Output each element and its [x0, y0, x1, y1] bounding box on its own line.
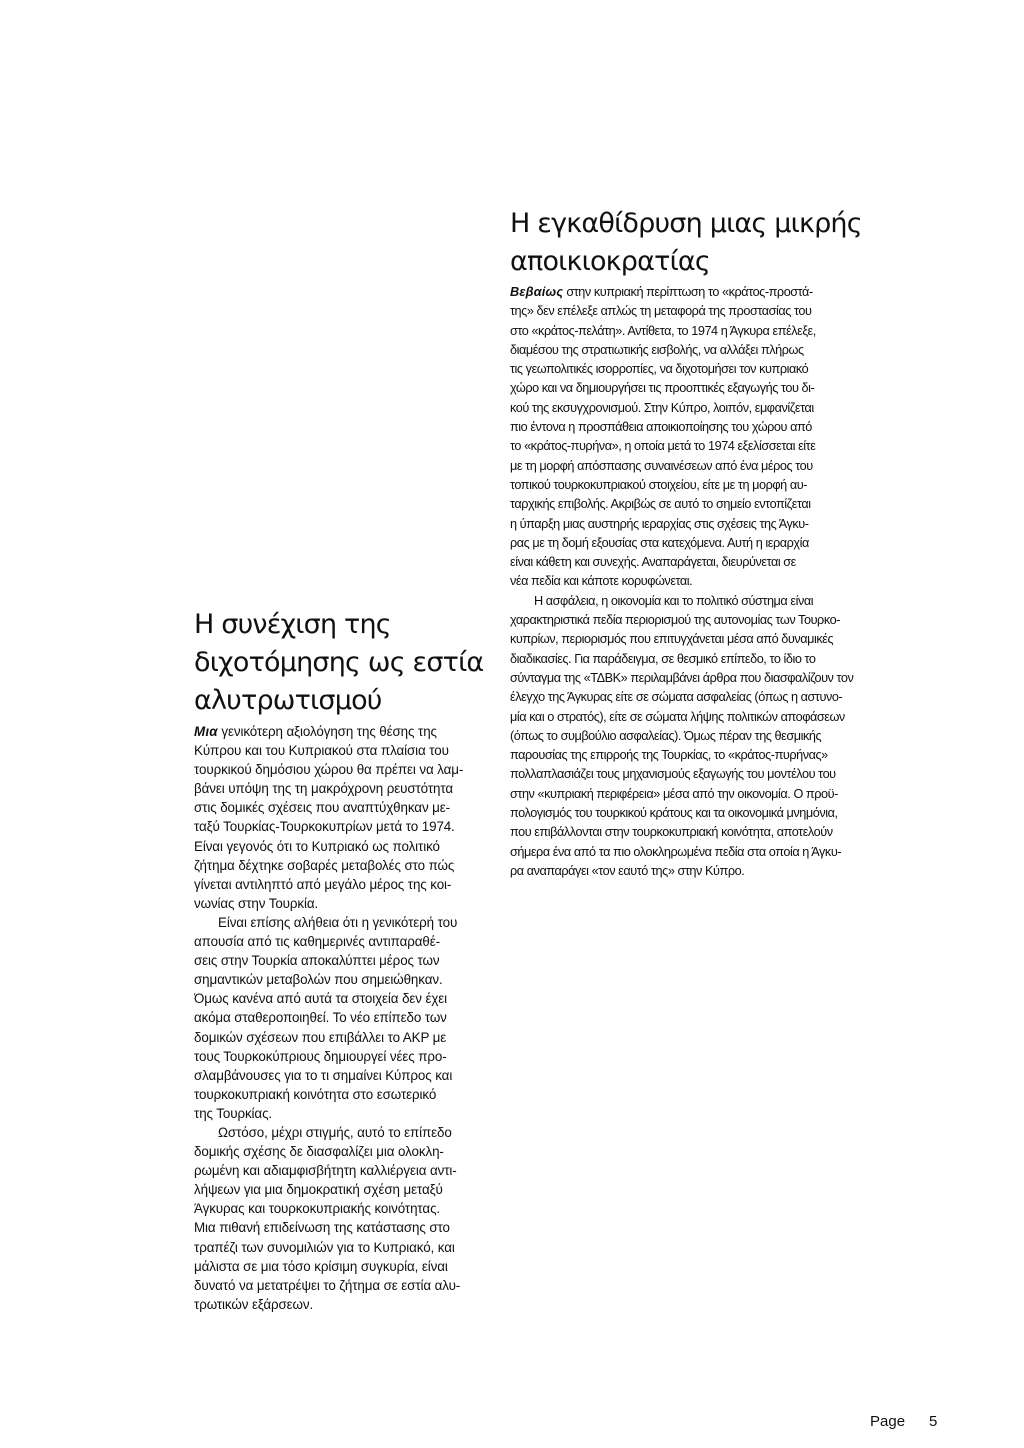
heading-line: Η εγκαθίδρυση μιας μικρής [510, 208, 862, 239]
text-line: ρωμένη και αδιαμφισβήτητη καλλιέργεια αντι- [194, 1163, 457, 1179]
text-line: ζήτημα δέχτηκε σοβαρές μεταβολές στο πώς [194, 857, 455, 873]
paragraph [510, 592, 866, 881]
text-line: νωνίας στην Τουρκία. [194, 895, 319, 911]
text-line: πιο έντονα η προσπάθεια αποικιοποίησης του χώρου από [510, 420, 812, 435]
heading-line: Η συνέχιση της [194, 609, 391, 640]
text-line: κυπρίων, περιορισμός που επιτυγχάνεται μέσα από δυναμικές [510, 632, 834, 647]
text-line: γίνεται αντιληπτό από μεγάλο μέρος της κοι- [194, 876, 452, 892]
lead-word: Βεβαίως [510, 285, 564, 299]
text-line: Άγκυρας και τουρκοκυπριακής κοινότητας. [194, 1201, 441, 1217]
text-line: Είναι επίσης αλήθεια ότι η γενικότερή του [218, 914, 458, 930]
paragraph [194, 1123, 524, 1314]
text-line: ρα αναπαράγει «τον εαυτό της» στην Κύπρο. [510, 863, 745, 878]
text-line: διαμέσου της στρατιωτικής εισβολής, να αλλάξει πλήρως [510, 342, 804, 357]
heading-line: αλυτρωτισμού [194, 685, 382, 716]
text-line: δυνατό να μετατρέψει το ζήτημα σε εστία αλυ- [194, 1277, 461, 1293]
text-line: σύνταγμα της «ΤΔΒΚ» περιλαμβάνει άρθρα που διασφαλίζουν τον [510, 670, 854, 685]
text-line: Μια πιθανή επιδείνωση της κατάστασης στο [194, 1220, 450, 1236]
text-line: που επιβάλλονται στην τουρκοκυπριακή κοινότητα, αποτελούν [510, 825, 833, 840]
text-line: ταρχικής επιβολής. Ακριβώς σε αυτό το σημείο εντοπίζεται [510, 497, 811, 512]
text-line: με τη μορφή απόσπασης συναινέσεων από ένα μέρος του [510, 458, 813, 473]
text-line: βάνει υπόψη της τη μακρόχρονη ρευστότητα [194, 781, 454, 797]
text-line: είναι κάθετη και συνεχής. Αναπαράγεται, διευρύνεται σε [510, 555, 796, 570]
text-line: στις δομικές σχέσεις που αναπτύχθηκαν με- [194, 800, 451, 816]
text-line: ακόμα σταθεροποιηθεί. Το νέο επίπεδο των [194, 1010, 447, 1026]
text-line: χώρο και να δημιουργήσει τις προοπτικές εξαγωγής του δι- [510, 381, 815, 396]
text-line: της Τουρκίας. [194, 1105, 273, 1121]
page-footer [870, 1413, 937, 1430]
text-line: μία και ο στρατός), είτε σε σώματα λήψης πολιτικών αποφάσεων [510, 709, 845, 724]
text-line: τραπέζι των συνομιλιών για το Κυπριακό, και [194, 1239, 455, 1255]
text-line: έλεγχο της Άγκυρας είτε σε σώματα ασφαλείας (όπως η αστυνο- [510, 690, 843, 705]
paragraph [510, 283, 866, 592]
text-line: Βεβαίως στην κυπριακή περίπτωση το «κράτος-προστά- [510, 285, 813, 299]
text-line: δομικής σχέσης δε διασφαλίζει μια ολοκλη- [194, 1144, 444, 1160]
text-line: δομικών σχέσεων που επιβάλλει το ΑΚΡ με [194, 1029, 447, 1045]
text-line: λήψεων για μια δημοκρατική σχέση μεταξύ [194, 1182, 443, 1198]
text-line: τις γεωπολιτικές ισορροπίες, να διχοτομήσει τον κυπριακό [510, 362, 809, 377]
text-line: νέα πεδία και κάποτε κορυφώνεται. [510, 574, 693, 589]
text-line: χαρακτηριστικά πεδία περιορισμού της αυτονομίας των Τουρκο- [510, 613, 840, 628]
text-line: το «κράτος-πυρήνα», η οποία μετά το 1974 εξελίσσεται είτε [510, 439, 816, 454]
text-line: η ύπαρξη μιας αυστηρής ιεραρχίας στις σχέσεις της Άγκυ- [510, 516, 809, 531]
text-line: Η ασφάλεια, η οικονομία και το πολιτικό σύστημα είναι [534, 593, 814, 608]
text-line: τουρκοκυπριακή κοινότητα στο εσωτερικό [194, 1086, 437, 1102]
heading-line: αποικιοκρατίας [510, 246, 710, 277]
lead-word: Μια [194, 724, 218, 739]
text-line: (όπως το συμβούλιο ασφαλείας). Όμως πέραν της θεσμικής [510, 728, 822, 743]
text-line: τρωτικών εξάρσεων. [194, 1296, 314, 1312]
text-line: διαδικασίες. Για παράδειγμα, σε θεσμικό επίπεδο, το ίδιο το [510, 651, 816, 666]
text-line: ρας με τη δομή εξουσίας στα κατεχόμενα. Αυτή η ιεραρχία [510, 535, 809, 550]
text-line: τουρκικού δημόσιου χώρου θα πρέπει να λαμ- [194, 762, 464, 778]
text-line: παρουσίας της επιρροής της Τουρκίας, το «κράτος-πυρήνας» [510, 748, 828, 763]
right-section-body [510, 283, 866, 881]
text-line: απουσία από τις καθημερινές αντιπαραθέ- [194, 934, 440, 950]
text-line: Κύπρου και του Κυπριακού στα πλαίσια του [194, 743, 449, 759]
text-line: τους Τουρκοκύπριους δημιουργεί νέες προ- [194, 1048, 447, 1064]
text-line: σήμερα ένα από τα πιο ολοκληρωμένα πεδία στα οποία η Άγκυ- [510, 844, 842, 859]
text-line: πολλαπλασιάζει τους μηχανισμούς εξαγωγής του μοντέλου του [510, 767, 836, 782]
text-line: κού της εκσυγχρονισμού. Στην Κύπρο, λοιπόν, εμφανίζεται [510, 400, 814, 415]
page-label: Page [870, 1413, 906, 1430]
text-line: στο «κράτος-πελάτη». Αντίθετα, το 1974 η Άγκυρα επέλεξε, [510, 323, 816, 338]
text-line: της» δεν επέλεξε απλώς τη μεταφορά της προστασίας του [510, 304, 812, 319]
text-line: Μια γενικότερη αξιολόγηση της θέσης της [194, 724, 437, 739]
heading-line: διχοτόμησης ως εστία [194, 647, 484, 678]
text-line: πολογισμός του τουρκικού κράτους και τα οικονομικά μνημόνια, [510, 806, 838, 821]
text-line: μάλιστα σε μια τόσο κρίσιμη συγκυρία, είναι [194, 1258, 448, 1274]
text-line: στην «κυπριακή περιφέρεια» μέσα από την οικονομία. Ο προϋ- [510, 786, 838, 801]
text-line: σεις στην Τουρκία αποκαλύπτει μέρος των [194, 953, 440, 969]
paragraph [194, 722, 524, 913]
text-line: ταξύ Τουρκίας-Τουρκοκυπρίων μετά το 1974. [194, 819, 455, 835]
right-section-heading [510, 205, 866, 281]
text-line: σλαμβάνουσες για το τι σημαίνει Κύπρος και [194, 1067, 453, 1083]
left-section-body [194, 722, 524, 1314]
text-line: Είναι γεγονός ότι το Κυπριακό ως πολιτικό [194, 838, 440, 854]
right-column [510, 205, 866, 881]
text-line: Ωστόσο, μέχρι στιγμής, αυτό το επίπεδο [218, 1124, 452, 1140]
text-line: τοπικού τουρκοκυπριακού στοιχείου, είτε με τη μορφή αυ- [510, 477, 808, 492]
text-line: Όμως κανένα από αυτά τα στοιχεία δεν έχει [194, 991, 448, 1007]
page-number: 5 [929, 1413, 938, 1430]
text-line: σημαντικών μεταβολών που σημειώθηκαν. [194, 972, 443, 988]
paragraph [194, 913, 524, 1123]
left-column [194, 606, 524, 1314]
left-section-heading [194, 606, 524, 720]
